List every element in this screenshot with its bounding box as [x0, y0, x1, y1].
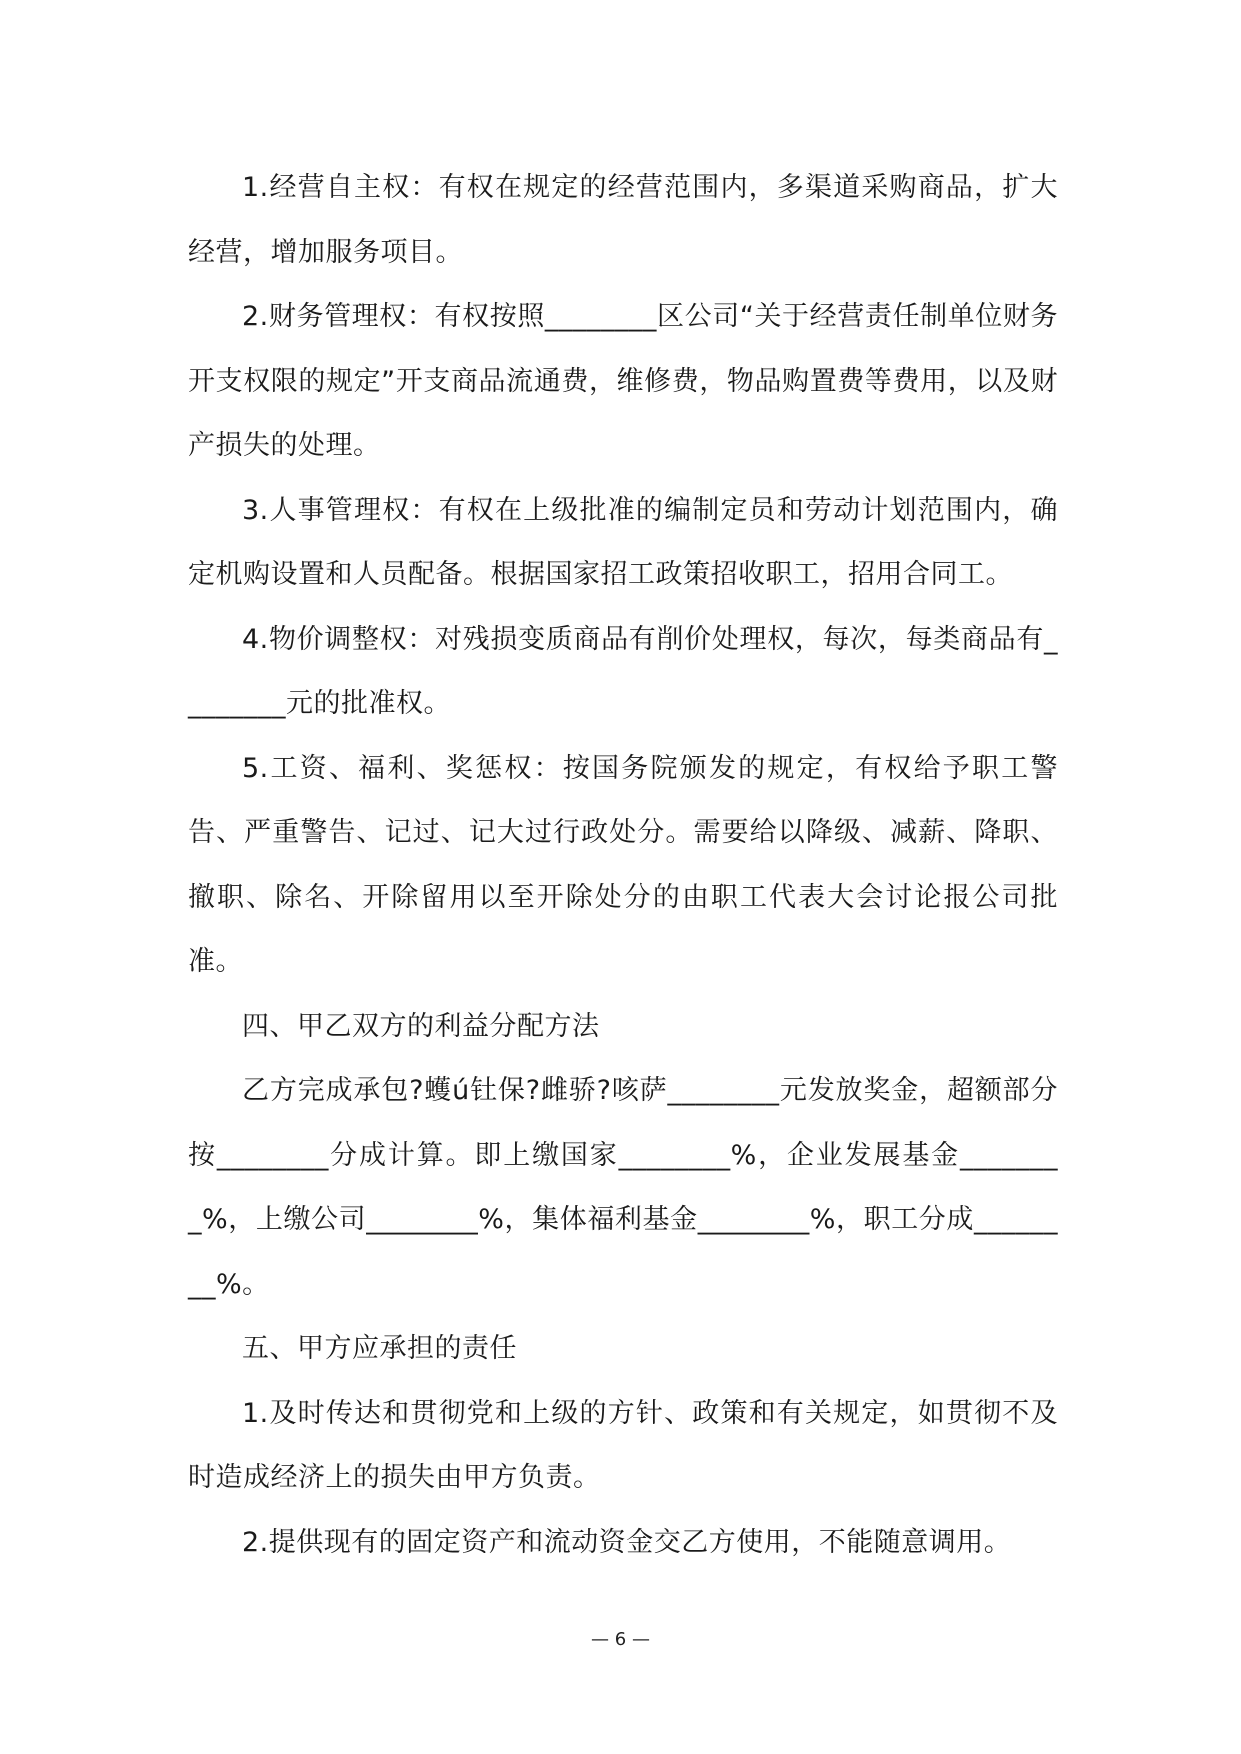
paragraph-price-adjustment: 4.物价调整权：对残损变质商品有削价处理权，每次，每类商品有________元的批准权。 [188, 623, 1058, 719]
document-body [188, 156, 1058, 1575]
paragraph-asset-provision: 2.提供现有的固定资产和流动资金交乙方使用，不能随意调用。 [242, 1526, 1012, 1558]
page-number: — 6 — [591, 1629, 650, 1650]
paragraph-profit-distribution: 乙方完成承包?蠖ú钍保?雌骄?咳萨________元发放奖金，超额部分按________分成计算。即上缴国家________%，企业发展基金________%，上缴公司________%，集体福利基金________%，职工分成________%。 [188, 1075, 1058, 1300]
paragraph-personnel-management: 3.人事管理权：有权在上级批准的编制定员和劳动计划范围内，确定机购设置和人员配备。根据国家招工政策招收职工，招用合同工。 [188, 494, 1058, 590]
paragraph-wages-welfare: 5.工资、福利、奖惩权：按国务院颁发的规定，有权给予职工警告、严重警告、记过、记大过行政处分。需要给以降级、减薪、降职、撤职、除名、开除留用以至开除处分的由职工代表大会讨论报公司批准。 [188, 752, 1058, 977]
paragraph-policy-implementation: 1.及时传达和贯彻党和上级的方针、政策和有关规定，如贯彻不及时造成经济上的损失由甲方负责。 [188, 1397, 1058, 1493]
paragraph-financial-management: 2.财务管理权：有权按照________区公司“关于经营责任制单位财务开支权限的规定”开支商品流通费，维修费，物品购置费等费用，以及财产损失的处理。 [188, 301, 1058, 461]
paragraph-business-autonomy: 1.经营自主权：有权在规定的经营范围内，多渠道采购商品，扩大经营，增加服务项目。 [188, 172, 1058, 268]
section-heading-profit-distribution: 四、甲乙双方的利益分配方法 [242, 1010, 600, 1042]
section-heading-party-a-responsibilities: 五、甲方应承担的责任 [242, 1333, 517, 1364]
